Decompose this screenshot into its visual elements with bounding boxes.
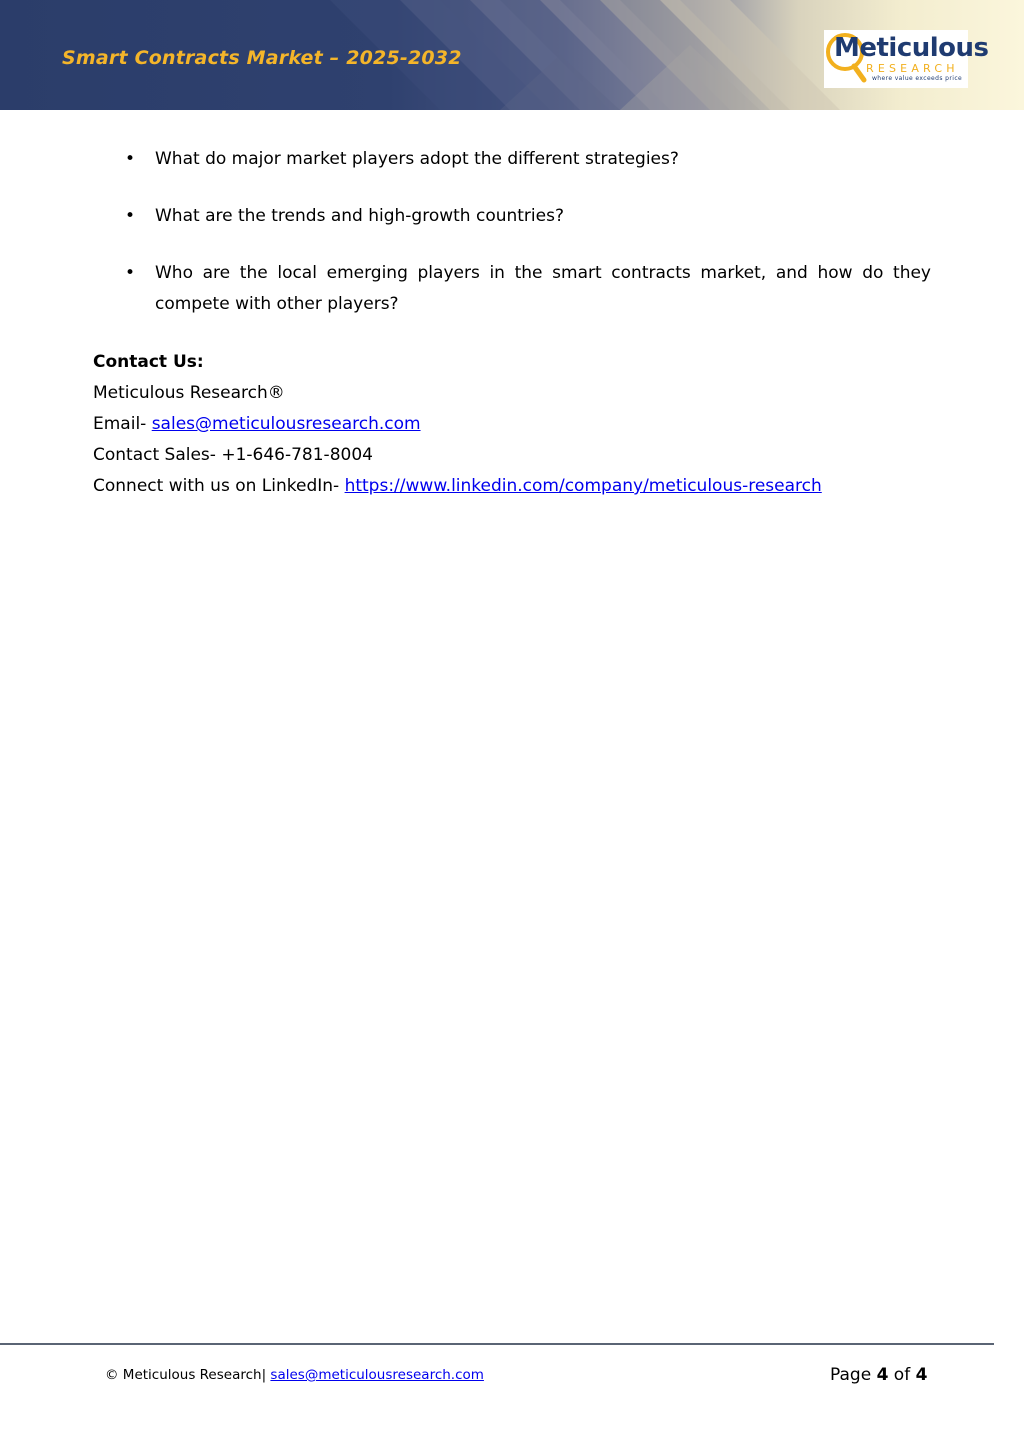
list-item: [93, 144, 931, 175]
question-list: [93, 144, 931, 346]
list-item: [93, 258, 931, 320]
bullet-icon: •: [125, 263, 136, 283]
question-text: What do major market players adopt the different strategies?: [155, 149, 679, 169]
list-item: [93, 201, 931, 232]
linkedin-label: Connect with us on LinkedIn-: [93, 476, 345, 496]
page-number: [830, 1364, 927, 1386]
contact-heading: Contact Us:: [93, 352, 204, 372]
logo-tagline: where value exceeds price: [872, 75, 963, 82]
logo-subtitle: RESEARCH: [866, 62, 959, 75]
email-link[interactable]: sales@meticulousresearch.com: [151, 414, 421, 434]
footer-copyright: [105, 1366, 484, 1384]
sales-phone: Contact Sales- +1-646-781-8004: [93, 445, 373, 465]
page-header: [0, 0, 1024, 110]
contact-section: [93, 347, 931, 502]
email-label: Email-: [93, 414, 152, 434]
page-current: 4: [876, 1365, 889, 1385]
header-title: Smart Contracts Market – 2025-2032: [62, 47, 462, 69]
email-line: [93, 409, 931, 440]
meticulous-research-logo: [824, 30, 989, 88]
linkedin-link[interactable]: https://www.linkedin.com/company/meticulous-research: [344, 476, 822, 496]
page-total: 4: [915, 1365, 928, 1385]
company-name: Meticulous Research®: [93, 383, 285, 403]
question-text: What are the trends and high-growth countries?: [155, 206, 564, 226]
footer-divider: [0, 1343, 994, 1345]
bullet-icon: •: [125, 149, 136, 169]
question-text: Who are the local emerging players in the smart contracts market, and how do they compete with other players?: [155, 263, 931, 314]
copyright-text: © Meticulous Research|: [105, 1367, 271, 1383]
logo-wordmark: Meticulous: [834, 33, 989, 63]
page-word: Page: [830, 1365, 877, 1385]
bullet-icon: •: [125, 206, 136, 226]
footer-email-link[interactable]: sales@meticulousresearch.com: [270, 1367, 484, 1383]
linkedin-line: [93, 471, 931, 502]
page-of: of: [888, 1365, 916, 1385]
